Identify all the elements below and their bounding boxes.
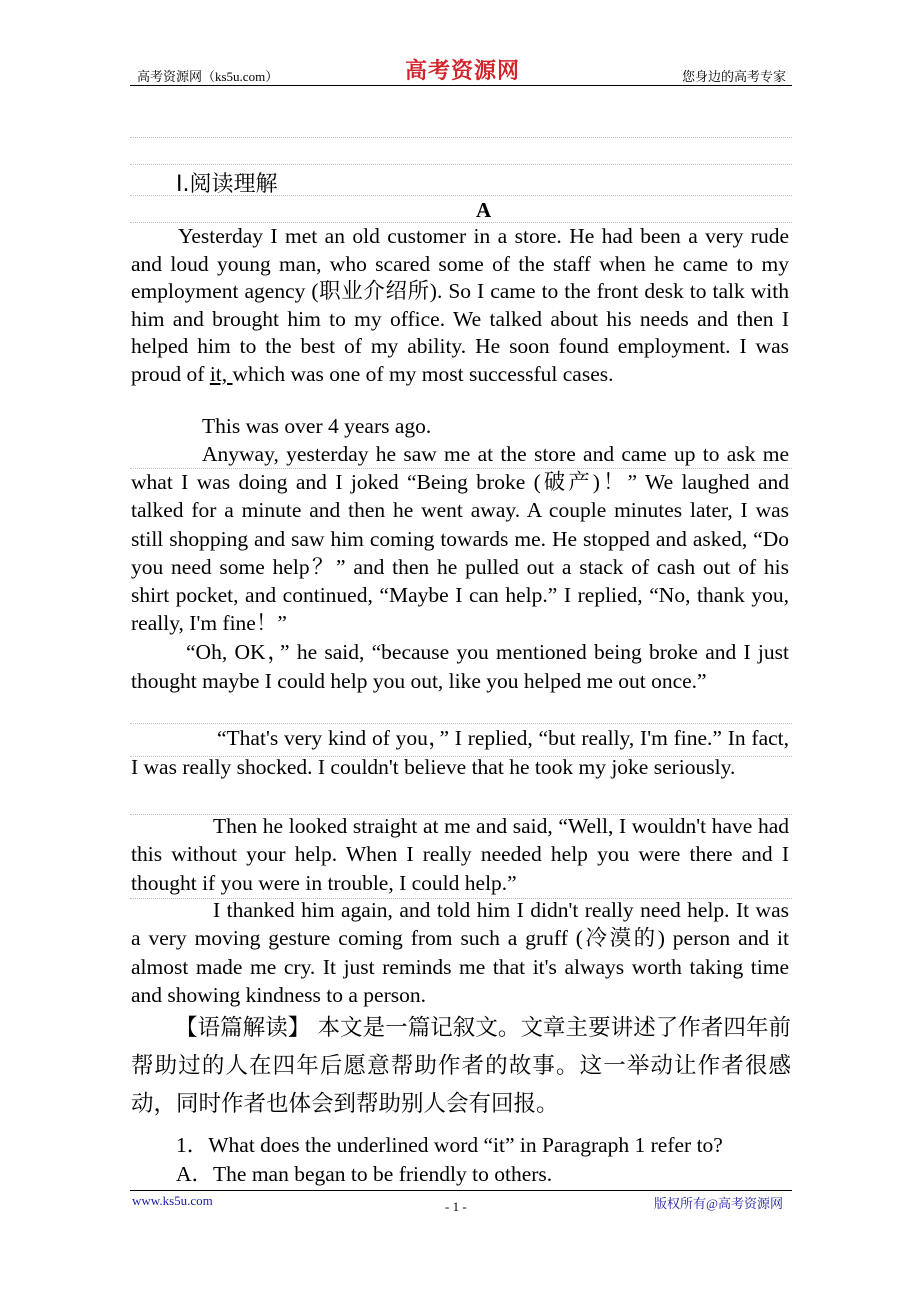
- part-label: A: [476, 198, 492, 222]
- header-slogan: 您身边的高考专家: [681, 69, 786, 84]
- passage-analysis: 【语篇解读】 本文是一篇记叙文。文章主要讲述了作者四年前帮助过的人在四年后愿意帮助作者的故事。这一举动让作者很感动，同时作者也体会到帮助别人会有回报。: [131, 1015, 791, 1117]
- header-divider: [130, 85, 792, 86]
- passage-paragraph-2: This was over 4 years ago.: [202, 414, 432, 438]
- section-title: Ⅰ.阅读理解: [176, 172, 278, 197]
- question-1: 1．What does the underlined word “it” in Paragraph 1 refer to?: [176, 1133, 723, 1157]
- passage-paragraph-6: Then he looked straight at me and said, “Well, I wouldn't have had this without your help. When I really needed help you were there and I thought if you were in trouble, I could help.”: [131, 814, 789, 895]
- dotted-rule: [130, 137, 792, 138]
- header-logo: 高考资源网: [405, 58, 521, 83]
- passage-paragraph-5: “That's very kind of you，” I replied, “but really, I'm fine.” In fact, I was really shocked. I couldn't believe that he took my joke seriously.: [131, 726, 789, 779]
- page-number: - 1 -: [445, 1199, 467, 1214]
- passage-paragraph-4: “Oh, OK，” he said, “because you mentioned being broke and I just thought maybe I could help you out, like you helped me out once.”: [131, 640, 789, 693]
- footer-divider: [130, 1190, 792, 1191]
- underlined-word: it,: [209, 361, 233, 386]
- dotted-rule: [130, 164, 792, 165]
- passage-paragraph-7: I thanked him again, and told him I didn't really need help. It was a very moving gesture coming from such a gruff (冷漠的) person and it almost made me cry. It just reminds me that it's always worth taking time and showing kindness to a person.: [131, 898, 789, 1007]
- passage-paragraph-1: Yesterday I met an old customer in a store. He had been a very rude and loud young man, who scared some of the staff when he came to my employment agency (职业介绍所). So I came to the front desk to talk with him and brought him to my office. We talked about his needs and then I helped him to the best of my ability. He soon found employment. I was proud of it, which was one of my most successful cases.: [131, 224, 789, 386]
- passage-paragraph-3: Anyway, yesterday he saw me at the store and came up to ask me what I was doing and I joked “Being broke (破产)！” We laughed and talked for a minute and then he went away. A couple minutes later, I was still shopping and saw him coming towards me. He stopped and asked, “Do you need some help？” and then he pulled out a stack of cash out of his shirt pocket, and continued, “Maybe I can help.” I replied, “No, thank you, really, I'm fine！”: [131, 442, 789, 636]
- footer-site-link[interactable]: www.ks5u.com: [132, 1193, 213, 1208]
- header-site-name: 高考资源网（ks5u.com）: [137, 69, 279, 84]
- footer-copyright: 版权所有@高考资源网: [654, 1196, 783, 1211]
- question-1-option-a: A．The man began to be friendly to others.: [176, 1162, 553, 1186]
